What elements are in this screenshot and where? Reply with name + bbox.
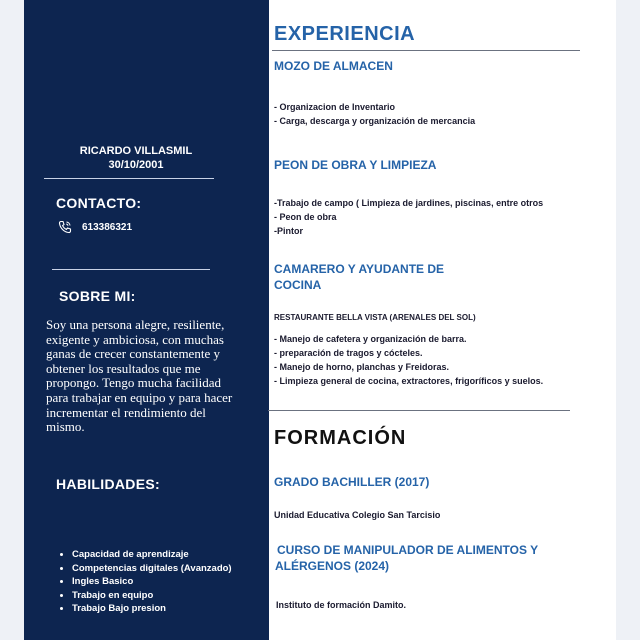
skills-heading: HABILIDADES: — [56, 476, 160, 492]
job-detail: - Manejo de cafetera y organización de barra. — [274, 334, 467, 344]
contact-heading: CONTACTO: — [56, 195, 142, 211]
education-institution: Unidad Educativa Colegio San Tarcisio — [274, 510, 441, 520]
phone-icon — [58, 220, 72, 234]
education-heading: FORMACIÓN — [274, 427, 407, 449]
section-divider — [272, 50, 580, 51]
experience-heading: EXPERIENCIA — [274, 23, 416, 45]
section-divider — [268, 410, 570, 411]
job-detail: - preparación de tragos y cócteles. — [274, 348, 423, 358]
education-title: CURSO DE MANIPULADOR DE ALIMENTOS Y — [277, 543, 539, 557]
job-detail: - Limpieza general de cocina, extractores, frigoríficos y suelos. — [274, 376, 544, 386]
job-title: PEON DE OBRA Y LIMPIEZA — [274, 158, 437, 172]
profile-name-block — [24, 144, 248, 172]
job-detail: -Pintor — [274, 226, 303, 236]
sidebar-divider — [44, 178, 214, 179]
contact-phone: 613386321 — [82, 222, 133, 233]
skill-item: • Trabajo en equipo — [72, 589, 232, 603]
job-detail: - Manejo de horno, planchas y Freidoras. — [274, 362, 450, 372]
job-detail: - Organizacion de Inventario — [274, 102, 396, 112]
job-detail: - Peon de obra — [274, 212, 337, 222]
job-title: COCINA — [274, 278, 322, 292]
education-title: GRADO BACHILLER (2017) — [274, 475, 430, 489]
about-heading: SOBRE MI: — [59, 288, 136, 304]
sidebar — [24, 0, 269, 640]
skill-item: • Trabajo Bajo presion — [72, 602, 232, 616]
job-title: CAMARERO Y AYUDANTE DE — [274, 262, 445, 276]
profile-birthdate: 30/10/2001 — [108, 159, 164, 171]
job-detail: -Trabajo de campo ( Limpieza de jardines, piscinas, entre otros — [274, 198, 544, 208]
skill-item: • Ingles Basico — [72, 575, 232, 589]
job-employer: RESTAURANTE BELLA VISTA (ARENALES DEL SOL) — [274, 313, 476, 322]
profile-name: RICARDO VILLASMIL — [79, 145, 193, 157]
job-title: MOZO DE ALMACEN — [274, 59, 393, 73]
education-institution: Instituto de formación Damito. — [276, 600, 407, 610]
skills-list — [58, 548, 232, 616]
sidebar-divider — [52, 269, 210, 270]
job-detail: - Carga, descarga y organización de mercancia — [274, 116, 476, 126]
skill-item: • Competencias digitales (Avanzado) — [72, 562, 232, 576]
skill-item: • Capacidad de aprendizaje — [72, 548, 232, 562]
about-text: Soy una persona alegre, resiliente, exigente y ambiciosa, con muchas ganas de crecer constantemente y obtener los resultados que me propongo. Tengo mucha facilidad para trabajar en equipo y para hacer incrementar el rendimiento del mismo. — [46, 317, 233, 435]
education-title: ALÉRGENOS (2024) — [275, 559, 390, 573]
